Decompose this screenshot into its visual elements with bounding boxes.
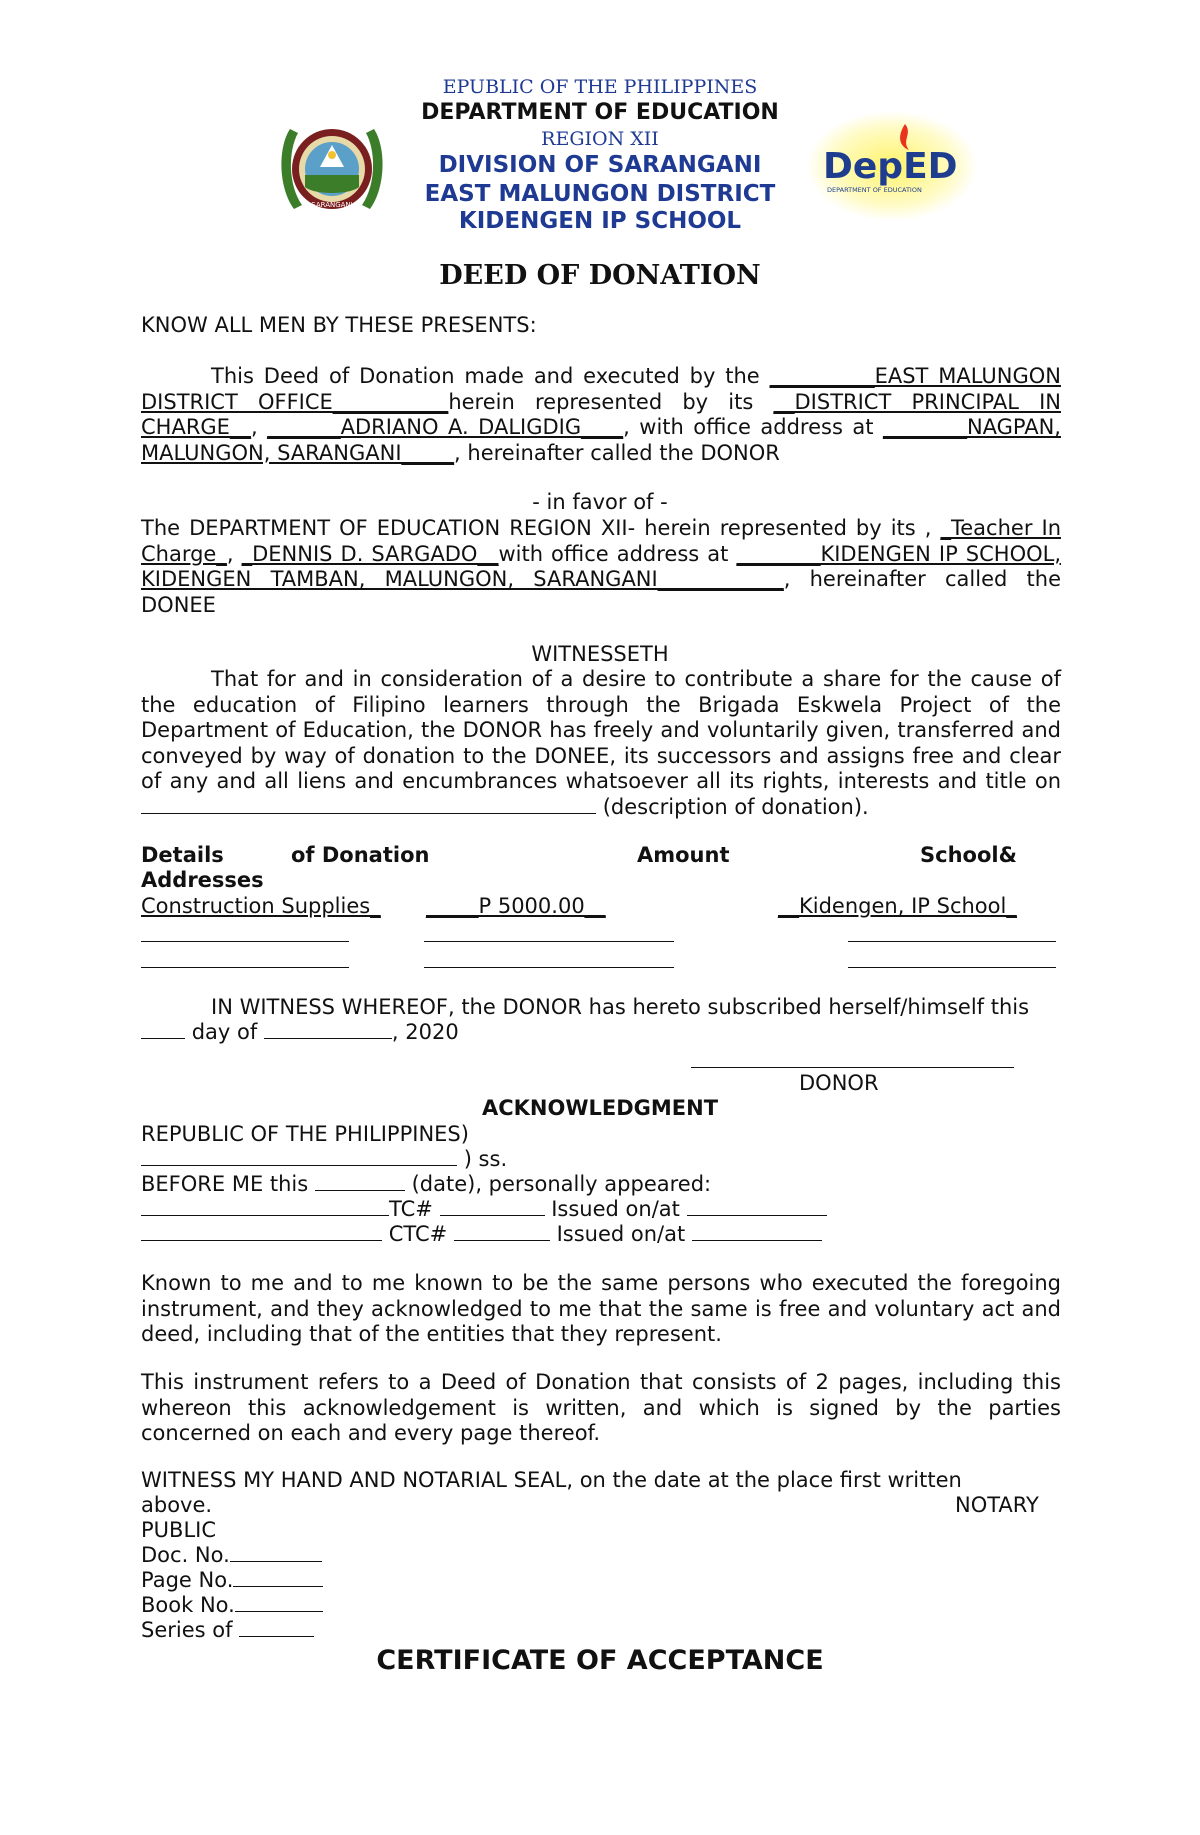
ack-ss-line	[141, 1147, 507, 1173]
page-no-blank	[233, 1568, 323, 1587]
empty-row-line	[141, 941, 349, 942]
donor-signature-label: DONOR	[799, 1071, 879, 1095]
empty-row-line	[141, 967, 349, 968]
donation-amount: _____P 5000.00__	[426, 894, 606, 918]
ack-before-me	[141, 1172, 711, 1198]
doc-no-line	[141, 1543, 322, 1569]
venue-blank	[141, 1147, 457, 1166]
intro-text: KNOW ALL MEN BY THESE PRESENTS:	[141, 313, 537, 337]
donee-address: ________KIDENGEN IP SCHOOL, KIDENGEN TAMBAN, MALUNGON, SARANGANI____________	[141, 541, 1061, 591]
consideration-tail: (description of donation).	[602, 794, 869, 819]
consideration-paragraph	[141, 667, 1061, 820]
header-republic: EPUBLIC OF THE PHILIPPINES	[442, 76, 758, 98]
ack-notary: NOTARY	[955, 1493, 1039, 1517]
donee-name: _DENNIS D. SARGADO__	[241, 541, 499, 566]
donee-para-text: with office address at	[498, 541, 737, 566]
doc-no-blank	[230, 1543, 322, 1562]
donation-details: Construction Supplies_	[141, 894, 381, 918]
book-no-label: Book No.	[141, 1593, 235, 1617]
empty-row-line	[848, 941, 1056, 942]
donee-para-text: The DEPARTMENT OF EDUCATION REGION XII- herein represented by its ,	[141, 516, 941, 540]
ctc-number-blank	[454, 1222, 550, 1241]
donee-para-text: , hereinafter called the DONEE	[141, 567, 1061, 617]
person-blank	[141, 1197, 389, 1216]
page-no-line	[141, 1568, 323, 1594]
donor-office: __________EAST MALUNGON DISTRICT OFFICE___________	[141, 364, 1061, 414]
ack-ctc-line	[141, 1222, 822, 1248]
header-division: DIVISION OF SARANGANI	[438, 152, 762, 178]
issued-blank	[687, 1197, 827, 1216]
donor-para-text: This Deed of Donation made and executed by the	[211, 364, 770, 388]
donor-para-text: ,	[250, 415, 268, 439]
svg-text:DepED: DepED	[823, 146, 958, 187]
description-blank	[141, 795, 596, 814]
book-no-line	[141, 1593, 323, 1619]
document-title: DEED OF DONATION	[439, 260, 761, 291]
person-blank	[141, 1222, 382, 1241]
svg-text:DEPARTMENT OF EDUCATION: DEPARTMENT OF EDUCATION	[827, 186, 922, 194]
donee-paragraph	[141, 516, 1061, 618]
consideration-text: That for and in consideration of a desire to contribute a share for the cause of the education of Filipino learners through the Brigada Eskwela Project of the Department of Education, the DONOR has freely and voluntarily given, transferred and conveyed by way of donation to the DONEE, its successors and assigns free and clear of any and all liens and encumbrances whatsoever all its rights, interests and title on	[141, 667, 1061, 793]
ack-known-paragraph: Known to me and to me known to be the same persons who executed the foregoing instrument, and they acknowledged to me that the same is free and voluntary act and deed, including that of the entities that they represent.	[141, 1271, 1061, 1346]
table-header-of-donation: of Donation	[291, 843, 430, 867]
header-school: KIDENGEN IP SCHOOL	[458, 208, 742, 234]
acknowledgment-title: ACKNOWLEDGMENT	[481, 1096, 719, 1120]
month-blank	[264, 1020, 392, 1039]
day-of-label: day of	[191, 1020, 258, 1044]
series-of-label: Series of	[141, 1618, 233, 1642]
year-label: , 2020	[391, 1020, 459, 1044]
donee-position: _Teacher In Charge_	[141, 516, 1061, 566]
donee-para-text: ,	[226, 541, 242, 566]
donor-address: ________NAGPAN, MALUNGON, SARANGANI_____	[141, 415, 1061, 465]
table-header-school: School&	[920, 843, 1017, 867]
donor-para-text: herein represented by its	[448, 389, 774, 414]
witness-whereof-date	[141, 1020, 459, 1046]
date-appeared-label: (date), personally appeared:	[411, 1172, 712, 1196]
ack-instrument-paragraph: This instrument refers to a Deed of Donation that consists of 2 pages, including this whereon this acknowledgement is written, and which is signed by the parties concerned on each and every page thereof.	[141, 1370, 1061, 1445]
donor-signature-line	[691, 1067, 1014, 1068]
witness-whereof-text: IN WITNESS WHEREOF, the DONOR has hereto subscribed herself/himself this	[211, 995, 1030, 1019]
table-header-amount: Amount	[637, 843, 730, 867]
ack-tc-line	[141, 1197, 827, 1223]
series-blank	[239, 1618, 314, 1637]
donor-position: __DISTRICT PRINCIPAL IN CHARGE__	[141, 389, 1061, 439]
empty-row-line	[848, 967, 1056, 968]
donor-paragraph	[141, 364, 1061, 466]
svg-text:SARANGANI: SARANGANI	[311, 201, 353, 209]
book-no-blank	[235, 1593, 323, 1612]
donation-school: __Kidengen, IP School_	[778, 894, 1017, 918]
issued-blank	[692, 1222, 822, 1241]
date-blank	[315, 1172, 405, 1191]
before-me-label: BEFORE ME this	[141, 1172, 309, 1196]
witnesseth-heading: WITNESSETH	[531, 642, 669, 666]
donor-name: _______ADRIANO A. DALIGDIG____	[267, 415, 624, 439]
donor-para-text: , hereinafter called the DONOR	[454, 440, 780, 465]
day-blank	[141, 1020, 185, 1039]
issued-label: Issued on/at	[551, 1197, 680, 1221]
header-region: REGION XII	[541, 128, 659, 150]
ctc-label: CTC#	[388, 1222, 448, 1246]
issued-label: Issued on/at	[556, 1222, 686, 1246]
table-header-addresses: Addresses	[141, 868, 264, 892]
page-no-label: Page No.	[141, 1568, 234, 1592]
doc-no-label: Doc. No.	[141, 1543, 230, 1567]
in-favor-of: - in favor of -	[532, 490, 668, 514]
ack-above: above.	[141, 1493, 213, 1517]
tc-number-blank	[440, 1197, 545, 1216]
ack-republic: REPUBLIC OF THE PHILIPPINES)	[141, 1122, 469, 1146]
tc-label: TC#	[389, 1197, 433, 1221]
ack-witness-hand: WITNESS MY HAND AND NOTARIAL SEAL, on the date at the place first written	[141, 1468, 962, 1492]
ack-public: PUBLIC	[141, 1518, 216, 1542]
empty-row-line	[424, 941, 674, 942]
certificate-title: CERTIFICATE OF ACCEPTANCE	[376, 1645, 824, 1676]
header-department: DEPARTMENT OF EDUCATION	[421, 100, 779, 125]
donor-para-text: , with office address at	[623, 415, 883, 439]
series-of-line	[141, 1618, 314, 1644]
header-district: EAST MALUNGON DISTRICT	[424, 181, 776, 207]
ss-label: ) ss.	[463, 1147, 508, 1171]
empty-row-line	[424, 967, 674, 968]
table-header-details: Details	[141, 843, 224, 867]
